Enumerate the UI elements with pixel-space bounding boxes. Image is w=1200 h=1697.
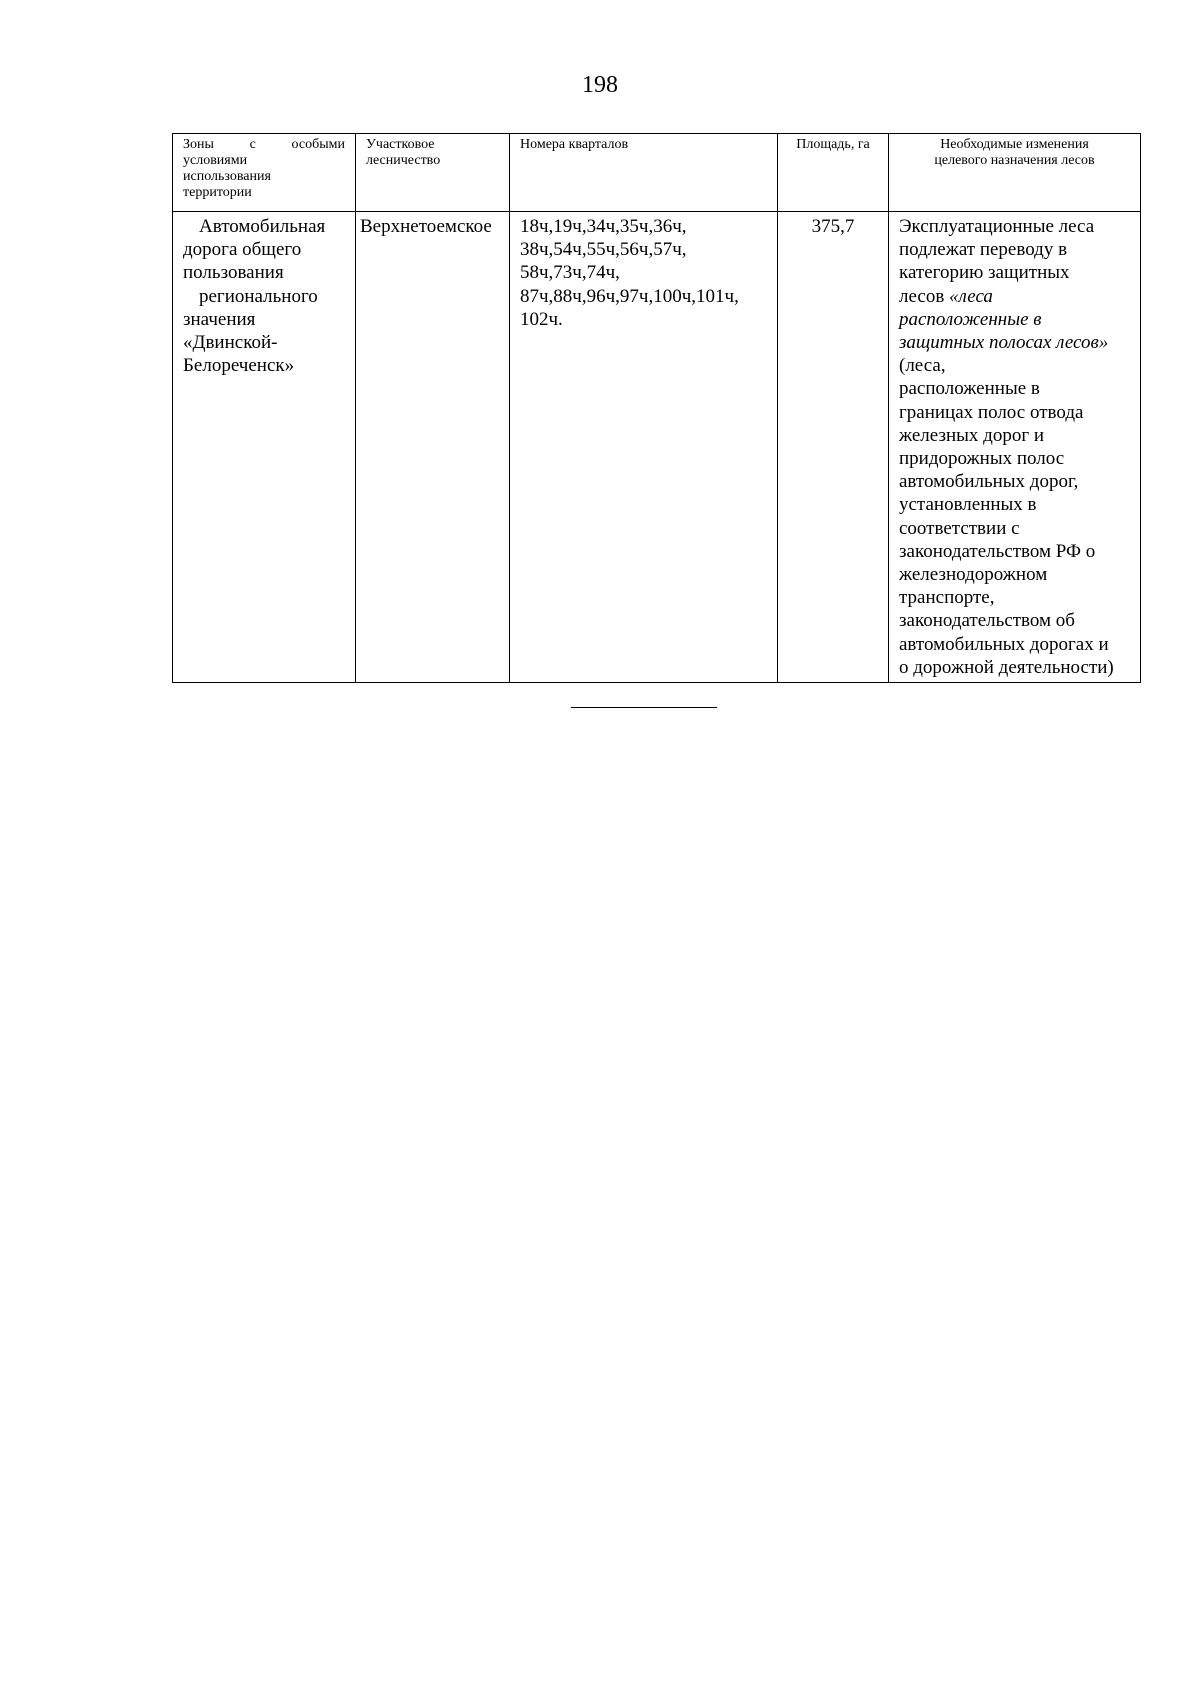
header-zones-line: условиями — [183, 153, 248, 168]
header-area-text: Площадь, га — [796, 137, 870, 152]
header-changes-line: целевого назначения лесов — [934, 153, 1095, 168]
forest-zones-table — [172, 133, 1141, 683]
cell-area — [778, 212, 889, 683]
forestry-name: Верхнетоемское — [360, 216, 492, 237]
changes-line: категорию защитных — [899, 262, 1070, 284]
quarters-line: 102ч. — [520, 308, 563, 330]
cell-zone — [173, 212, 356, 683]
quarters-line: 38ч,54ч,55ч,56ч,57ч, — [520, 239, 687, 261]
zone-line: значения — [183, 308, 256, 330]
changes-mixed-prefix: лесов — [899, 285, 950, 307]
changes-italic-line: защитных полосах лесов» — [899, 332, 1109, 354]
changes-line: подлежат переводу в — [899, 239, 1068, 261]
cell-changes — [889, 212, 1141, 683]
changes-line: (леса, — [899, 355, 946, 377]
zone-line: Белореченск» — [183, 355, 295, 377]
zone-line: «Двинской- — [183, 332, 278, 354]
changes-line: железнодорожном — [899, 564, 1048, 586]
changes-mixed-italic: «леса — [949, 285, 993, 307]
changes-line: границах полос отвода — [899, 401, 1084, 423]
changes-line: транспорте, — [899, 587, 995, 609]
header-forestry-line: лесничество — [366, 153, 441, 168]
header-zones-line: использования — [183, 169, 271, 184]
quarters-line: 87ч,88ч,96ч,97ч,100ч,101ч, — [520, 285, 739, 307]
header-zones — [173, 134, 356, 212]
changes-line: законодательством РФ о — [899, 540, 1096, 562]
changes-line: придорожных полос — [899, 448, 1065, 470]
zone-line: Автомобильная — [199, 216, 326, 237]
end-divider — [571, 707, 717, 708]
header-forestry-line: Участковое — [366, 137, 435, 152]
changes-line-mixed — [899, 285, 1130, 308]
zone-line: дорога общего — [183, 239, 302, 261]
zone-line: пользования — [183, 262, 284, 284]
page-number: 198 — [582, 72, 618, 98]
header-quarters — [510, 134, 778, 212]
changes-line: автомобильных дорогах и — [899, 633, 1109, 655]
zone-line: регионального — [199, 285, 318, 307]
changes-line: Эксплуатационные леса — [899, 216, 1095, 237]
table-row — [173, 212, 1141, 683]
changes-line: о дорожной деятельности) — [899, 656, 1114, 678]
header-forestry — [356, 134, 510, 212]
header-zones-line: Зоны с особыми — [183, 137, 345, 152]
changes-line: законодательством об — [899, 610, 1075, 632]
changes-line: железных дорог и — [899, 424, 1045, 446]
table-header-row — [173, 134, 1141, 212]
header-changes — [889, 134, 1141, 212]
quarters-line: 58ч,73ч,74ч, — [520, 262, 620, 284]
cell-quarters — [510, 212, 778, 683]
quarters-line: 18ч,19ч,34ч,35ч,36ч, — [520, 216, 687, 237]
changes-italic-line: расположенные в — [899, 308, 1042, 330]
area-value: 375,7 — [811, 216, 855, 237]
changes-line: расположенные в — [899, 378, 1040, 400]
changes-line: установленных в — [899, 494, 1037, 516]
changes-line: соответствии с — [899, 517, 1020, 539]
header-quarters-text: Номера кварталов — [520, 137, 629, 152]
changes-line: автомобильных дорог, — [899, 471, 1079, 493]
cell-forestry — [356, 212, 510, 683]
header-zones-line: территории — [183, 185, 252, 200]
header-changes-line: Необходимые изменения — [940, 137, 1089, 152]
header-area — [778, 134, 889, 212]
